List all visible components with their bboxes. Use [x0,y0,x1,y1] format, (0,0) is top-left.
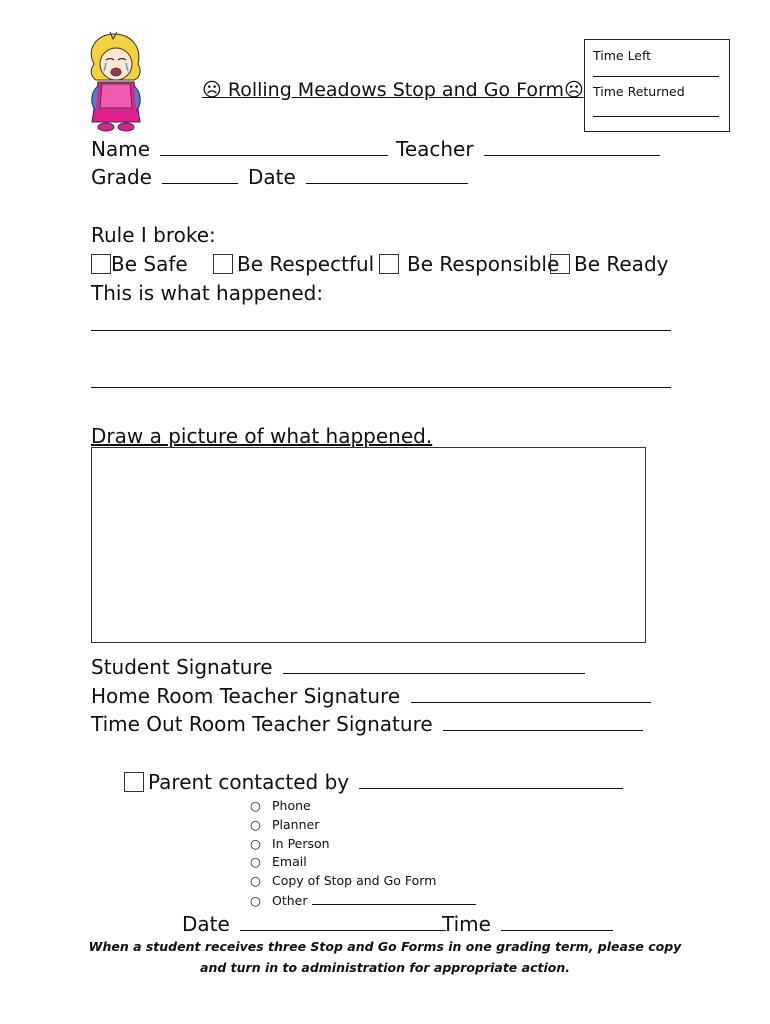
bottom-time-label: Time [442,912,491,936]
form-title [202,79,584,101]
bottom-date-field[interactable] [240,912,446,931]
checkbox-be-safe[interactable] [91,254,111,274]
parent-contacted-label: Parent contacted by [148,770,350,794]
draw-label: Draw a picture of what happened. [91,424,433,448]
student-signature-row [91,655,585,679]
contact-method-label: Copy of Stop and Go Form [272,873,437,888]
footer-note-line-2: and turn in to administration for appropriate action. [200,960,570,975]
time-left-field[interactable] [593,76,719,77]
time-returned-label: Time Returned [593,84,685,99]
grade-field[interactable] [162,165,238,184]
date-field[interactable] [306,165,468,184]
happened-line[interactable] [91,330,671,331]
contact-method-planner[interactable] [250,817,319,832]
crying-child-illustration [80,30,150,134]
teacher-row [396,137,660,161]
student-signature-label: Student Signature [91,655,273,679]
teacher-field[interactable] [484,137,660,156]
contact-method-copy-of-form[interactable] [250,873,436,888]
date-row [248,165,468,189]
contact-method-other[interactable] [250,892,476,908]
time-out-signature-label: Time Out Room Teacher Signature [91,712,433,736]
checkbox-be-ready[interactable] [550,254,570,274]
drawing-area[interactable] [91,447,646,643]
contact-method-label: Email [272,854,307,869]
name-label: Name [91,137,151,161]
checkbox-parent-contacted[interactable] [124,772,144,792]
footer-note-line-1: When a student receives three Stop and Go Forms in one grading term, please copy [88,939,682,954]
rule-heading: Rule I broke: [91,223,216,247]
checkbox-be-responsible[interactable] [379,254,399,274]
time-returned-field[interactable] [593,116,719,117]
grade-label: Grade [91,165,152,189]
rule-option-label: Be Ready [574,252,669,276]
bottom-date-row [182,912,446,936]
bottom-time-row [442,912,613,936]
contact-method-label: Planner [272,817,320,832]
rule-option-be-ready[interactable] [550,252,668,276]
bottom-date-label: Date [182,912,230,936]
name-field[interactable] [160,137,388,156]
happened-line[interactable] [91,387,671,388]
happened-label: This is what happened: [91,281,324,305]
bottom-time-field[interactable] [501,912,613,931]
circle-bullet-icon: ○ [250,817,261,832]
rule-option-be-responsible[interactable] [379,252,559,276]
date-label: Date [248,165,296,189]
rule-option-be-safe[interactable] [91,252,188,276]
checkbox-be-respectful[interactable] [213,254,233,274]
contact-method-in-person[interactable] [250,836,330,851]
circle-bullet-icon: ○ [250,836,261,851]
contact-method-other-field[interactable] [312,892,476,905]
parent-contacted-field[interactable] [359,770,623,789]
home-room-signature-row [91,684,651,708]
frown-icon: ☹ [563,79,584,101]
contact-method-label: Phone [272,798,311,813]
grade-row [91,165,238,189]
rule-option-label: Be Safe [111,252,188,276]
time-box [584,39,730,132]
student-signature-field[interactable] [283,655,585,674]
rule-option-be-respectful[interactable] [213,252,374,276]
circle-bullet-icon: ○ [250,873,261,888]
time-left-label: Time Left [593,48,652,63]
contact-method-label: Other [272,893,308,908]
time-out-signature-field[interactable] [443,712,643,731]
rule-option-label: Be Responsible [407,252,560,276]
teacher-label: Teacher [396,137,474,161]
contact-method-label: In Person [272,836,330,851]
contact-method-email[interactable] [250,854,307,869]
home-room-signature-field[interactable] [411,684,651,703]
contact-method-phone[interactable] [250,798,311,813]
time-out-signature-row [91,712,643,736]
home-room-signature-label: Home Room Teacher Signature [91,684,401,708]
circle-bullet-icon: ○ [250,798,261,813]
circle-bullet-icon: ○ [250,893,261,908]
circle-bullet-icon: ○ [250,854,261,869]
name-row [91,137,388,161]
frown-icon: ☹ [202,79,222,101]
form-title-text: Rolling Meadows Stop and Go Form [227,79,564,101]
rule-option-label: Be Respectful [237,252,375,276]
parent-contacted-row [124,770,623,794]
